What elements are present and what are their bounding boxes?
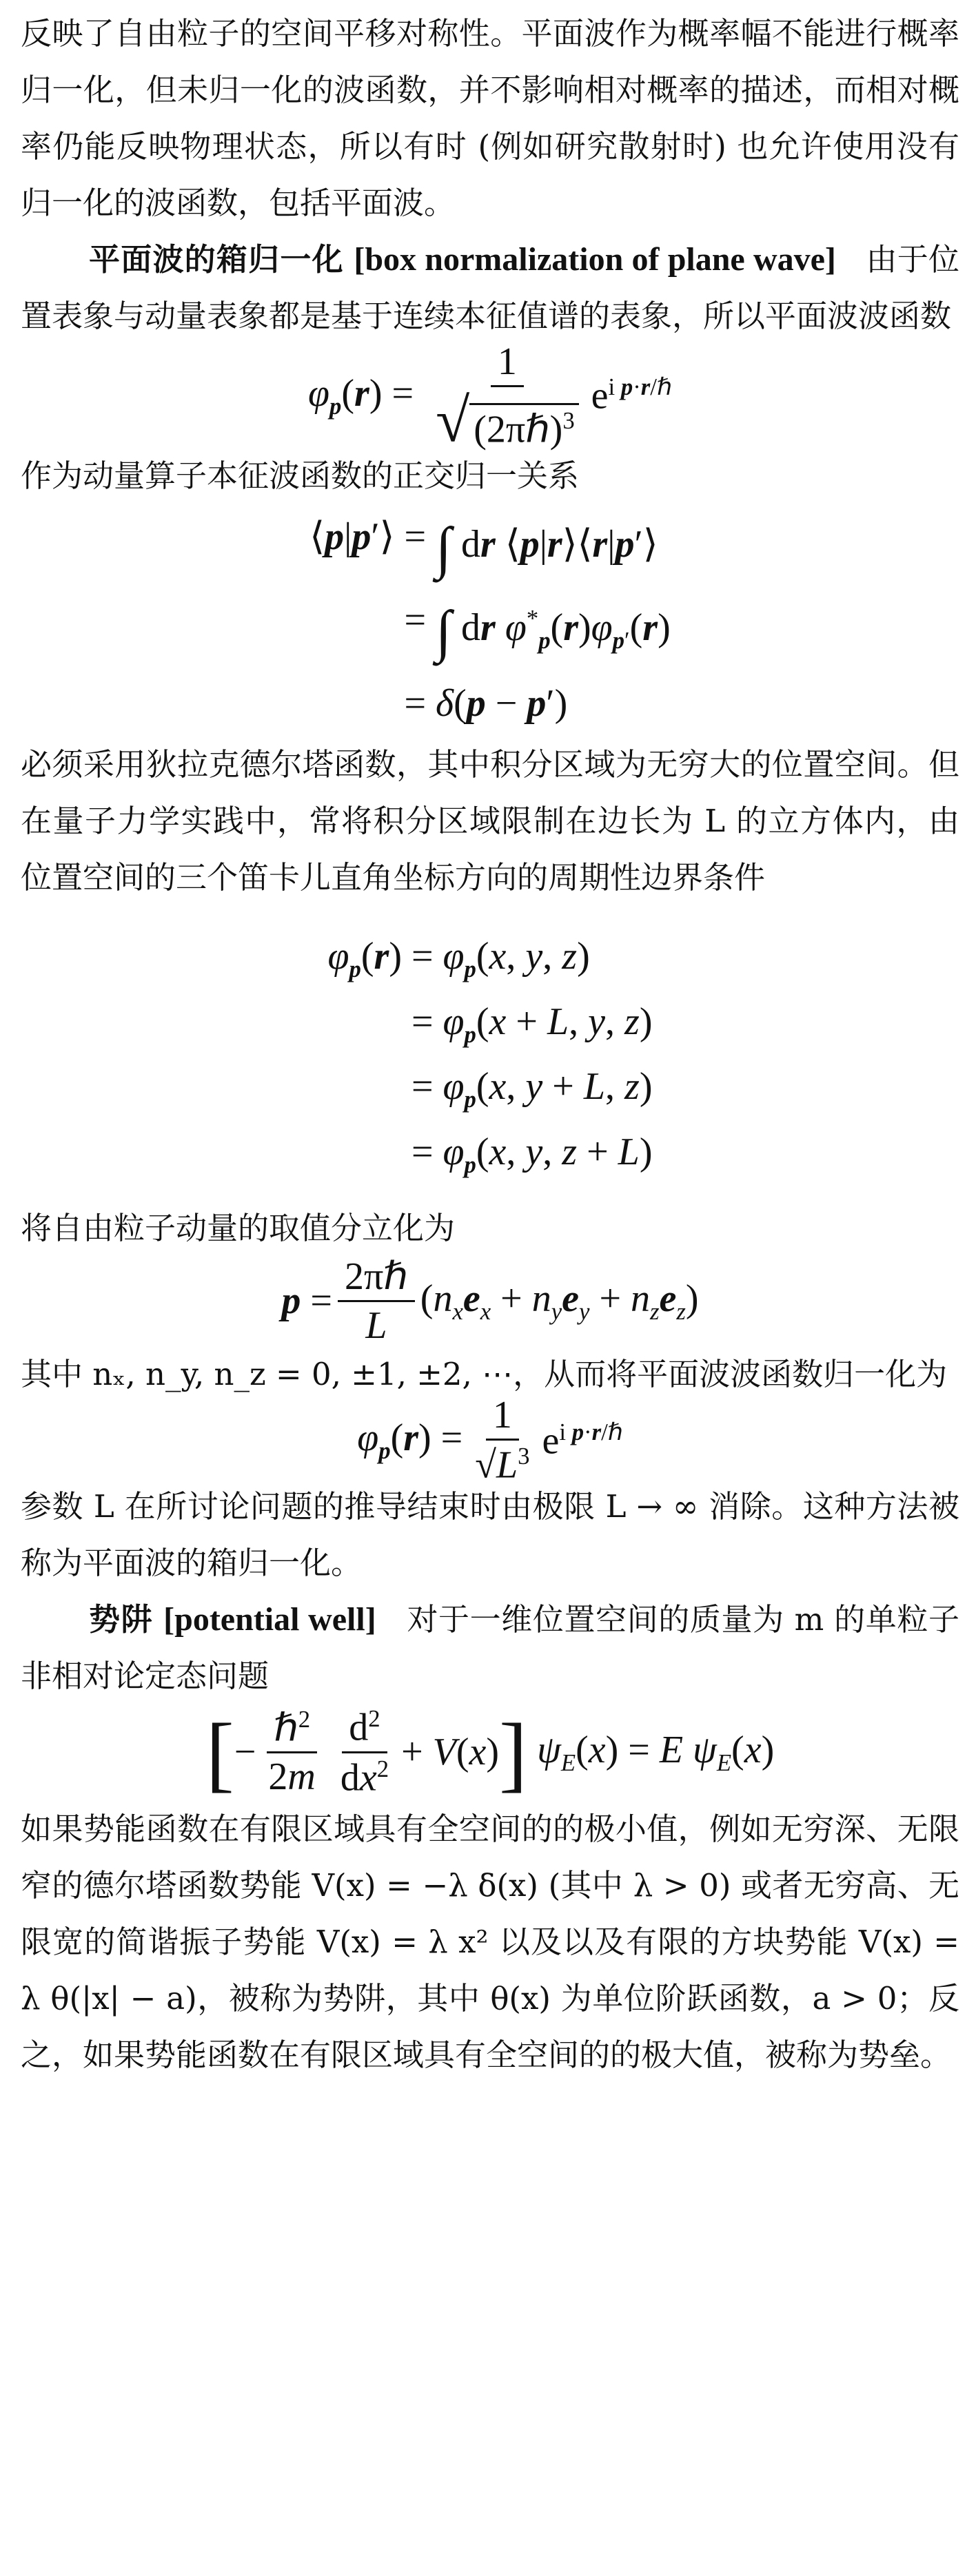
paragraph-quantum-numbers: 其中 nₓ, n_y, n_z = 0, ±1, ±2, ⋯，从而将平面波波函数归一化为 bbox=[21, 1356, 948, 1393]
section-english-term: [potential well] bbox=[163, 1601, 376, 1638]
equation-orthonormality: ⟨p|p′⟩ = ∫ dr ⟨p|r⟩⟨r|p′⟩ = ∫ dr $\varphi^*_p(r)\varphi_{p'}(r)$ = δ(p − p′) bbox=[309, 515, 671, 725]
section-potential-well bbox=[21, 1591, 959, 1704]
equation-discrete-momentum: p = $\frac{\text{2πℏ}}{L}$ $(n_xe_x + n_ye_y + n_ze_z)$ bbox=[281, 1255, 699, 1347]
paragraph-dirac-delta: 必须采用狄拉克德尔塔函数，其中积分区域为无穷大的位置空间。但在量子力学实践中，常将积分区域限制在边长为 L 的立方体内，由位置空间的三个笛卡儿直角坐标方向的周期性边界条件 bbox=[21, 745, 959, 896]
equation-periodic-boundary: $\varphi_p(r)$ = $\varphi_p(x$, y, z) = $\varphi_p(x + L$, y, z) = $\varphi_p(x$, y + L, z) = $\varphi_p(x$, y, z + L) bbox=[327, 934, 653, 1179]
section-english-term: [box normalization of plane wave] bbox=[354, 241, 836, 278]
paragraph-limit: 参数 L 在所讨论问题的推导结束时由极限 L → ∞ 消除。这种方法被称为平面波的箱归一化。 bbox=[21, 1488, 959, 1582]
section-title: 平面波的箱归一化 bbox=[89, 241, 344, 278]
section-title: 势阱 bbox=[89, 1601, 154, 1638]
section-box-normalization bbox=[21, 231, 959, 344]
section-intro: 由于位置表象与动量表象都是基于连续本征值谱的表象，所以平面波波函数 bbox=[21, 241, 959, 334]
equation-plane-wave: $\varphi_p(r)$ = 1 √ (2πℏ)$^3$ $e^{i p\cdot r/\hbar}$ bbox=[308, 340, 672, 455]
paragraph-well-barrier: 如果势能函数在有限区域具有全空间的的极小值，例如无穷深、无限窄的德尔塔函数势能 V(x) = −λ δ(x) (其中 λ > 0) 或者无穷高、无限宽的简谐振子势能 V(x) = λ x² 以及以及有限的方块势能 V(x) = λ θ(|x| − a)，被称为势阱，其中 θ(x) 为单位阶跃函数，a > 0；反之，如果势能函数在有限区域具有全空间的的极大值，被称为势垒。 bbox=[21, 1811, 959, 2074]
paragraph-orthonormality: 作为动量算子本征波函数的正交归一关系 bbox=[21, 457, 580, 494]
paragraph-plane-wave-symmetry: 反映了自由粒子的空间平移对称性。平面波作为概率幅不能进行概率归一化，但未归一化的波函数，并不影响相对概率的描述，而相对概率仍能反映物理状态，所以有时 (例如研究散射时) 也允许使用没有归一化的波函数，包括平面波。 bbox=[21, 15, 959, 221]
equation-box-normalized: $\varphi_p(r)$ = $\frac{1}{√L^3}$ $e^{i p\cdot r/\hbar}$ bbox=[357, 1394, 623, 1487]
paragraph-discretization: 将自由粒子动量的取值分立化为 bbox=[21, 1210, 456, 1247]
equation-schrodinger: [ − $\frac{\hbar^2}{2m}$ $\frac{d^2}{dx^2}$ + V(x) ] $\psi_E(x) = E$ $\psi_E(x)$ bbox=[205, 1705, 775, 1800]
section-intro: 对于一维位置空间的质量为 m 的单粒子非相对论定态问题 bbox=[21, 1601, 959, 1695]
